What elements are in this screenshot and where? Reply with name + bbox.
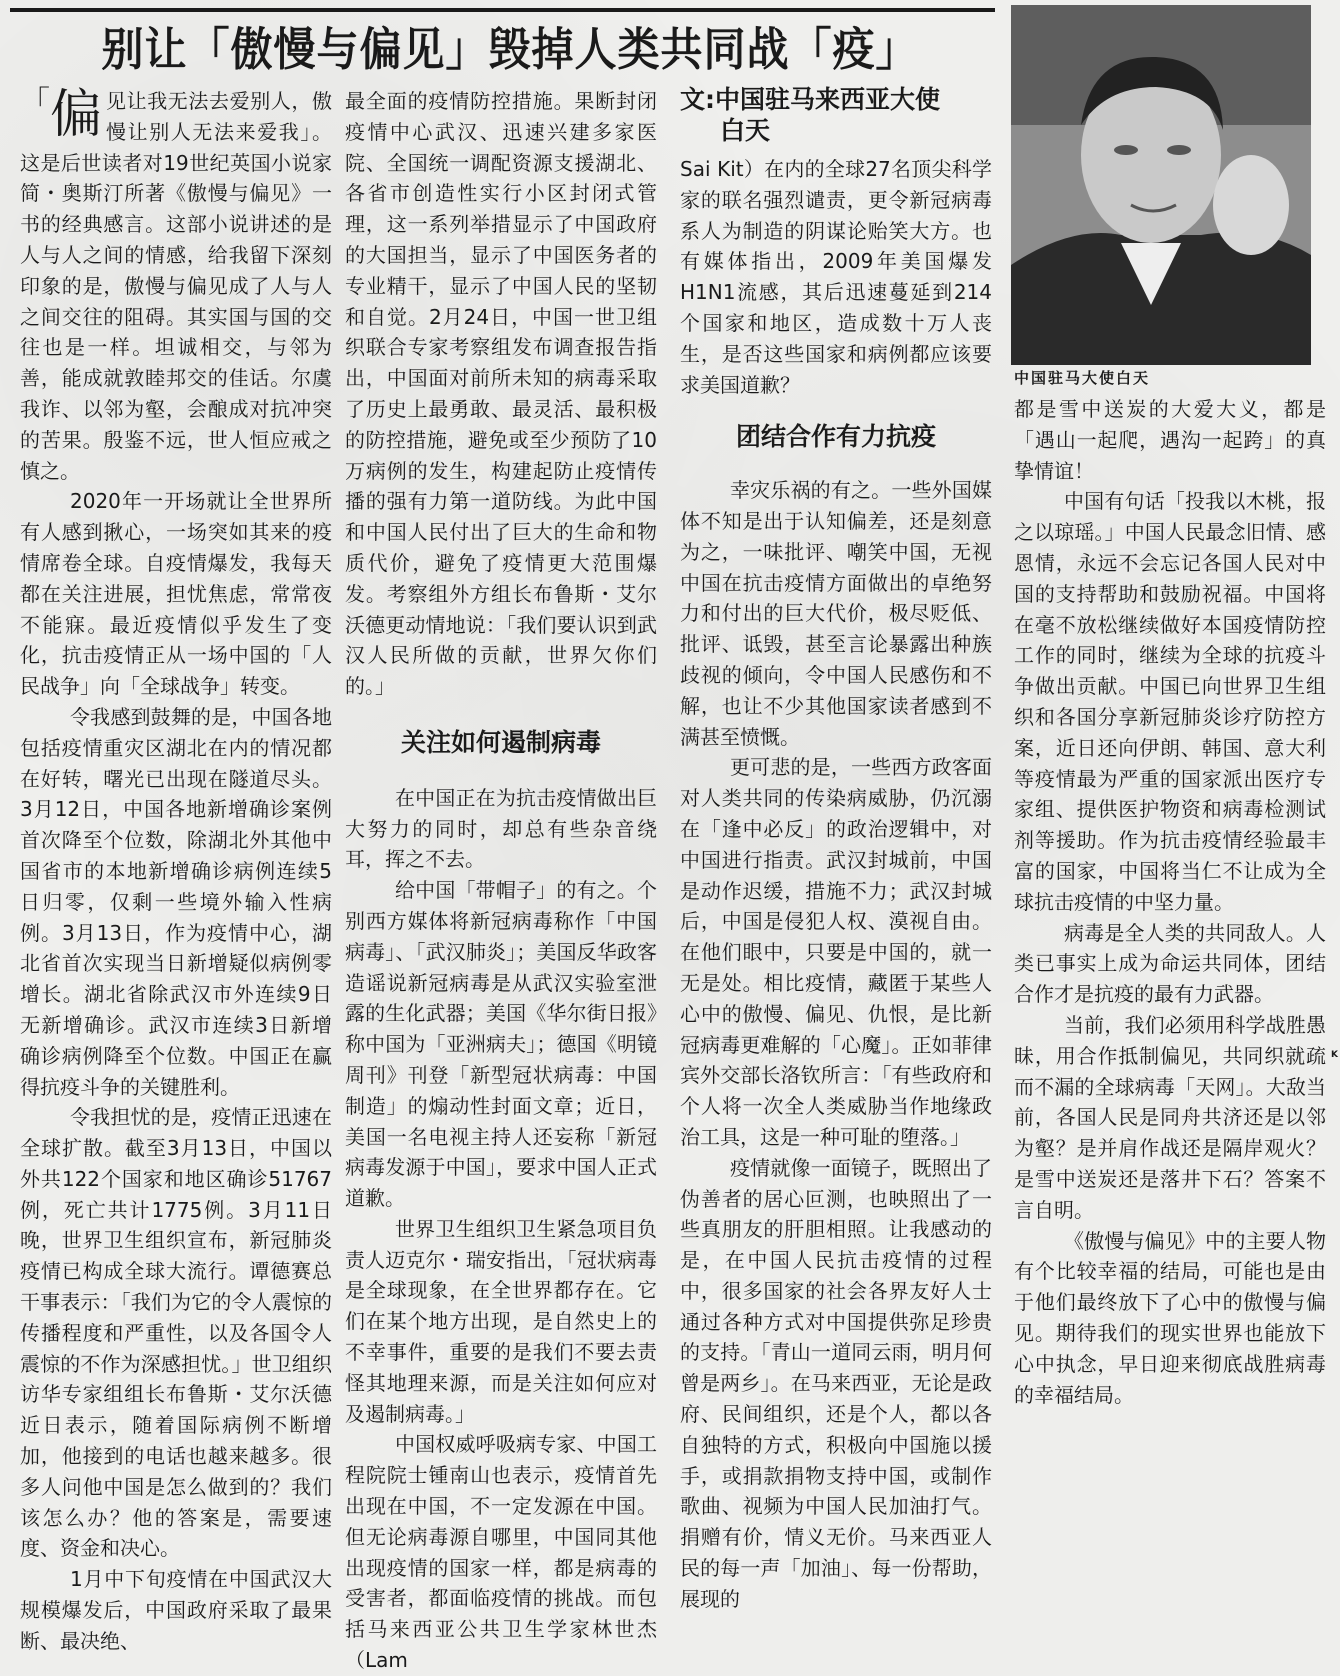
headline: 别让「傲慢与偏见」毁掉人类共同战「疫」 (101, 22, 919, 76)
lead-paragraph (20, 86, 332, 486)
paragraph-continued: 都是雪中送炭的大爱大义，都是「遇山一起爬，遇沟一起跨」的真挚情谊！ (1014, 397, 1326, 483)
paragraph: 在中国正在为抗击疫情做出巨大努力的同时，却总有些杂音绕耳，挥之不去。 (345, 785, 657, 872)
ambassador-photo (1011, 5, 1311, 365)
article-column-4 (1014, 394, 1326, 1410)
paragraph: 中国有句话「投我以木桃，报之以琼瑶。」中国人民最念旧情、感恩情，永远不会忘记各国人民对中国的支持帮助和鼓励祝福。中国将在毫不放松继续做好本国疫情防控工作的同时，继续为全球的抗疫斗争做出贡献。中国已向世界卫生组织和各国分享新冠肺炎诊疗防控方案，近日还向伊朗、韩国、意大利等疫情最为严重的国家派出医疗专家组、提供医护物资和病毒检测试剂等援助。作为抗击疫情经验最丰富的国家，中国将当仁不让成为全球抗击疫情的中坚力量。 (1014, 489, 1326, 914)
paragraph: 世界卫生组织卫生紧急项目负责人迈克尔・瑞安指出，「冠状病毒是全球现象，在全世界都存在。它们在某个地方出现，是自然史上的不幸事件，重要的是我们不要去责怪其地理来源，而是关注如何应对及遏制病毒。」 (345, 1216, 657, 1426)
article-column-2 (345, 86, 657, 1676)
paragraph: 令我担忧的是，疫情正迅速在全球扩散。截至3月13日，中国以外共122个国家和地区确诊51767例，死亡共计1775例。3月11日晚，世界卫生组织宣布，新冠肺炎疫情已构成全球大流行。谭德赛总干事表示：「我们为它的令人震惊的传播程度和严重性，以及各国令人震惊的不作为深感担忧。」世卫组织访华专家组组长布鲁斯・艾尔沃德近日表示，随着国际病例不断增加，他接到的电话也越来越多。很多人问他中国是怎么做到的？我们该怎么办？他的答案是，需要速度、资金和决心。 (20, 1105, 332, 1561)
paragraph: 《傲慢与偏见》中的主要人物有个比较幸福的结局，可能也是由于他们最终放下了心中的傲慢与偏见。期待我们的现实世界也能放下心中执念，早日迎来彻底战胜病毒的幸福结局。 (1014, 1228, 1326, 1407)
lead-text: 见让我无法去爱别人，傲慢让别人无法来爱我」。这是后世读者对19世纪英国小说家简・奥斯汀所著《傲慢与偏见》一书的经典感言。这部小说讲述的是人与人之间的情感，给我留下深刻印象的是，傲慢与偏见成了人与人之间交往的阻碍。其实国与国的交往也是一样。坦诚相交，与邻为善，能成就敦睦邦交的佳话。尔虞我诈、以邻为壑，会酿成对抗冲突的苦果。殷鉴不远，世人恒应戒之慎之。 (20, 89, 332, 483)
corner-mark: K (1331, 1050, 1338, 1060)
paragraph: 幸灾乐祸的有之。一些外国媒体不知是出于认知偏差，还是刻意为之，一味批评、嘲笑中国，无视中国在抗击疫情方面做出的卓绝努力和付出的巨大代价，极尽贬低、批评、诋毁，甚至言论暴露出种族歧视的倾向，令中国人民感伤和不解，也让不少其他国家读者感到不满甚至愤慨。 (680, 478, 992, 749)
paragraph: 当前，我们必须用科学战胜愚昧，用合作抵制偏见，共同织就疏而不漏的全球病毒「天网」。大敌当前，各国人民是同舟共济还是以邻为壑？是并肩作战还是隔岸观火？是雪中送炭还是落井下石？答案不言自明。 (1014, 1012, 1326, 1222)
section-heading: 团结合作有力抗疫 (735, 422, 936, 452)
byline-name: 白天 (720, 116, 771, 145)
paragraph-continued: 最全面的疫情防控措施。果断封闭疫情中心武汉、迅速兴建多家医院、全国统一调配资源支援湖北、各省市创造性实行小区封闭式管理，这一系列举措显示了中国政府的大国担当，显示了中国医务者的专业精干，显示了中国人民的坚韧和自觉。2月24日，中国一世卫组织联合专家考察组发布调查报告指出，中国面对前所未知的病毒采取了历史上最勇敢、最灵活、最积极的防控措施，避免或至少预防了10万病例的发生，构建起防止疫情传播的强有力第一道防线。为此中国和中国人民付出了巨大的生命和物质代价，避免了疫情更大范围爆发。考察组外方组长布鲁斯・艾尔沃德更动情地说：「我们要认识到武汉人民所做的贡献，世界欠你们的。」 (345, 89, 657, 699)
portrait-image (1011, 5, 1311, 365)
drop-cap-char: 偏 (50, 85, 103, 145)
paragraph: 病毒是全人类的共同敌人。人类已事实上成为命运共同体，团结合作才是抗疫的最有力武器。 (1014, 920, 1326, 1007)
drop-cap (20, 86, 102, 144)
byline (680, 84, 980, 146)
paragraph: 给中国「带帽子」的有之。个别西方媒体将新冠病毒称作「中国病毒」、「武汉肺炎」；美国反华政客造谣说新冠病毒是从武汉实验室泄露的生化武器；美国《华尔街日报》称中国为「亚洲病夫」；德国《明镜周刊》刊登「新型冠状病毒：中国制造」的煽动性封面文章；近日，美国一名电视主持人还妄称「新冠病毒发源于中国」，要求中国人正式道歉。 (345, 878, 657, 1211)
section-heading: 关注如何遏制病毒 (400, 727, 601, 757)
paragraph-continued: Sai Kit）在内的全球27名顶尖科学家的联名强烈谴责，更令新冠病毒系人为制造的阴谋论贻笑大方。也有媒体指出，2009年美国爆发H1N1流感，其后迅速蔓延到214个国家和地区，造成数十万人丧生，是否这些国家和病例都应该要求美国道歉？ (680, 157, 992, 397)
photo-caption: 中国驻马大使白天 (1014, 369, 1151, 387)
paragraph: 1月中下旬疫情在中国武汉大规模爆发后，中国政府采取了最果断、最决绝、 (20, 1567, 332, 1653)
paragraph: 更可悲的是，一些西方政客面对人类共同的传染病威胁，仍沉溺在「逢中必反」的政治逻辑中，对中国进行指责。武汉封城前，中国是动作迟缓，措施不力；武汉封城后，中国是侵犯人权、漠视自由。在他们眼中，只要是中国的，就一无是处。相比疫情，藏匿于某些人心中的傲慢、偏见、仇恨，是比新冠病毒更难解的「心魔」。正如菲律宾外交部长洛钦所言：「有些政府和个人将一次全人类威胁当作地缘政治工具，这是一种可耻的堕落。」 (680, 755, 992, 1149)
article-column-1 (20, 86, 332, 1657)
paragraph: 疫情就像一面镜子，既照出了伪善者的居心叵测，也映照出了一些真朋友的肝胆相照。让我感动的是，在中国人民抗击疫情的过程中，很多国家的社会各界友好人士通过各种方式对中国提供弥足珍贵的支持。「青山一道同云雨，明月何曾是两乡」。在马来西亚，无论是政府、民间组织，还是个人，都以各自独特的方式，积极向中国施以援手，或捐款捐物支持中国，或制作歌曲、视频为中国人民加油打气。捐赠有价，情义无价。马来西亚人民的每一声「加油」、每一份帮助，展现的 (680, 1155, 992, 1611)
top-rule (10, 8, 995, 12)
paragraph: 2020年一开场就让全世界所有人感到揪心，一场突如其来的疫情席卷全球。自疫情爆发，我每天都在关注进展，担忧焦虑，常常夜不能寐。最近疫情似乎发生了变化，抗击疫情正从一场中国的「人民战争」向「全球战争」转变。 (20, 489, 332, 699)
paragraph: 令我感到鼓舞的是，中国各地包括疫情重灾区湖北在内的情况都在好转，曙光已出现在隧道尽头。3月12日，中国各地新增确诊案例首次降至个位数，除湖北外其他中国省市的本地新增确诊病例连续5日归零，仅剩一些境外输入性病例。3月13日，作为疫情中心，湖北省首次实现当日新增疑似病例零增长。湖北省除武汉市外连续9日无新增确诊。武汉市连续3日新增确诊病例降至个位数。中国正在赢得抗疫斗争的关键胜利。 (20, 704, 332, 1099)
article-column-3 (680, 154, 992, 1615)
paragraph: 中国权威呼吸病专家、中国工程院院士锺南山也表示，疫情首先出现在中国，不一定发源在中国。但无论病毒源自哪里，中国同其他出现疫情的国家一样，都是病毒的受害者，都面临疫情的挑战。而包括马来西亚公共卫生学家林世杰（Lam (345, 1432, 657, 1673)
drop-cap-quote: 「 (20, 85, 50, 120)
byline-prefix: 文:中国驻马来西亚大使 (680, 85, 940, 114)
